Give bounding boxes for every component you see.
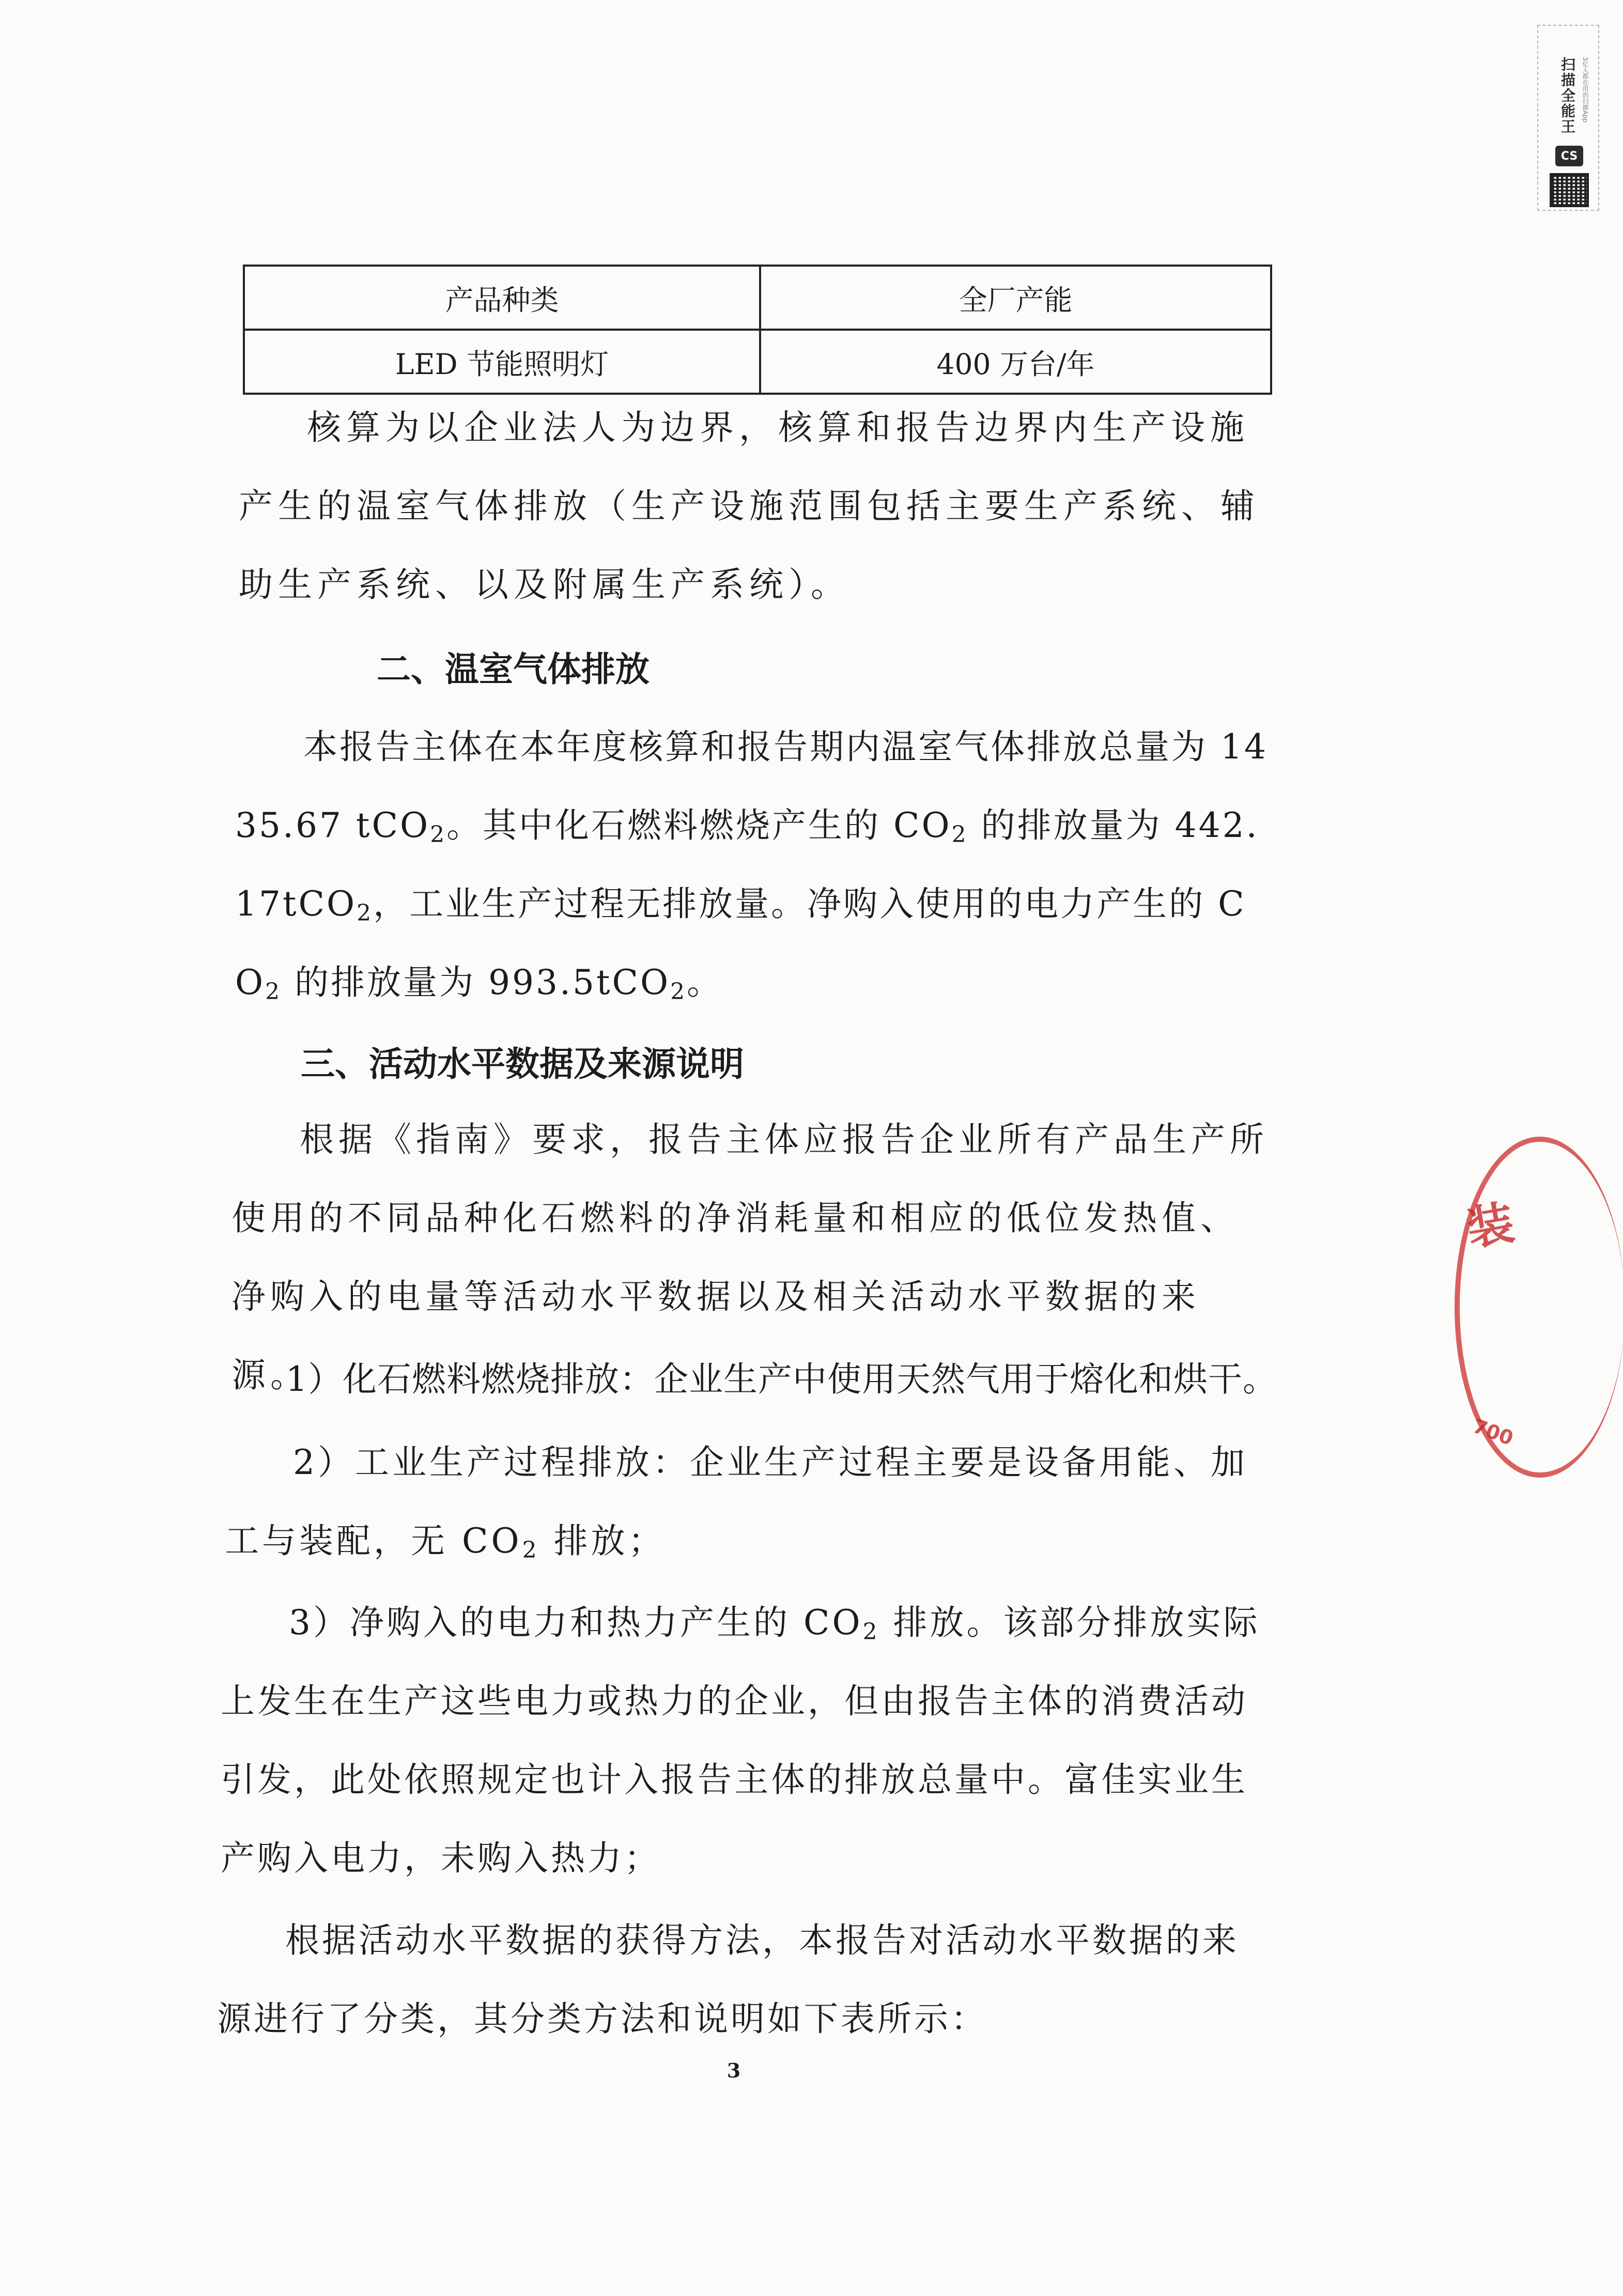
table-header-row xyxy=(244,266,1271,330)
subscript: 2 xyxy=(670,979,687,1005)
subscript: 2 xyxy=(357,900,374,926)
subscript: 2 xyxy=(265,979,282,1005)
method-paragraph: 根据活动水平数据的获得方法，本报告对活动水平数据的来源进行了分类，其分类方法和说明如下表所示： xyxy=(217,1920,1239,2039)
emission-text: 的排放量为 442.17tCO xyxy=(235,805,1259,924)
item-text: 排放。该部分排放实际上发生在生产这些电力或热力的企业，但由报告主体的消费活动引发，此处依照规定也计入报告主体的排放总量中。富佳实业生产购入电力，未购入热力； xyxy=(221,1603,1260,1878)
section-heading-ghg: 二、温室气体排放 xyxy=(377,649,650,689)
section-heading-activity: 三、活动水平数据及来源说明 xyxy=(301,1044,744,1084)
seal-character: 装 xyxy=(1462,1194,1518,1257)
qr-code-icon xyxy=(1550,173,1589,207)
emission-paragraph xyxy=(235,708,1271,1022)
subscript: 2 xyxy=(951,821,968,848)
emission-text: 的排放量为 993.5tCO xyxy=(282,963,671,1002)
capacity-table xyxy=(243,265,1272,395)
guide-paragraph: 根据《指南》要求，报告主体应报告企业所有产品生产所使用的不同品种化石燃料的净消耗量和相应的低位发热值、净购入的电量等活动水平数据以及相关活动水平数据的来源。 xyxy=(231,1120,1269,1395)
scanner-app-name: 扫描全能王 xyxy=(1559,57,1576,134)
subscript: 2 xyxy=(522,1537,540,1563)
table-cell: LED 节能照明灯 xyxy=(244,330,760,394)
scanner-watermark xyxy=(1537,25,1599,211)
subscript: 2 xyxy=(430,821,447,848)
list-item-fossil-fuel: 1）化石燃料燃烧排放：企业生产中使用天然气用于熔化和烘干。 xyxy=(286,1359,1277,1399)
table-row xyxy=(244,330,1271,394)
table-cell: 400 万台/年 xyxy=(760,330,1271,394)
emission-text: 本报告主体在本年度核算和报告期内温室气体排放总量为 1435.67 tCO xyxy=(235,727,1268,845)
table-header-cell: 产品种类 xyxy=(244,266,760,330)
item-text: 3）净购入的电力和热力产生的 CO xyxy=(289,1603,863,1642)
page-number: 3 xyxy=(727,2059,741,2082)
scanner-logo-icon: CS xyxy=(1555,146,1583,166)
scanner-app-subtitle: 3亿人都在用的扫描App xyxy=(1582,57,1589,123)
list-item-electricity xyxy=(221,1584,1270,1898)
emission-text: 。其中化石燃料燃烧产生的 CO xyxy=(446,805,952,845)
item-text: 排放； xyxy=(539,1521,666,1561)
item-text: 2）工业生产过程排放：企业生产过程主要是设备用能、加工与装配，无 CO xyxy=(225,1442,1248,1561)
emission-text: ，工业生产过程无排放量。净购入使用的电力产生的 CO xyxy=(235,884,1246,1002)
subscript: 2 xyxy=(862,1619,880,1645)
list-item-industrial xyxy=(225,1423,1269,1580)
boundary-paragraph: 核算为以企业法人为边界，核算和报告边界内生产设施产生的温室气体排放（生产设施范围包括主要生产系统、辅助生产系统、以及附属生产系统）。 xyxy=(239,408,1260,604)
table-header-cell: 全厂产能 xyxy=(760,266,1271,330)
emission-text: 。 xyxy=(687,963,723,1002)
seal-number: 700 xyxy=(1470,1414,1517,1450)
